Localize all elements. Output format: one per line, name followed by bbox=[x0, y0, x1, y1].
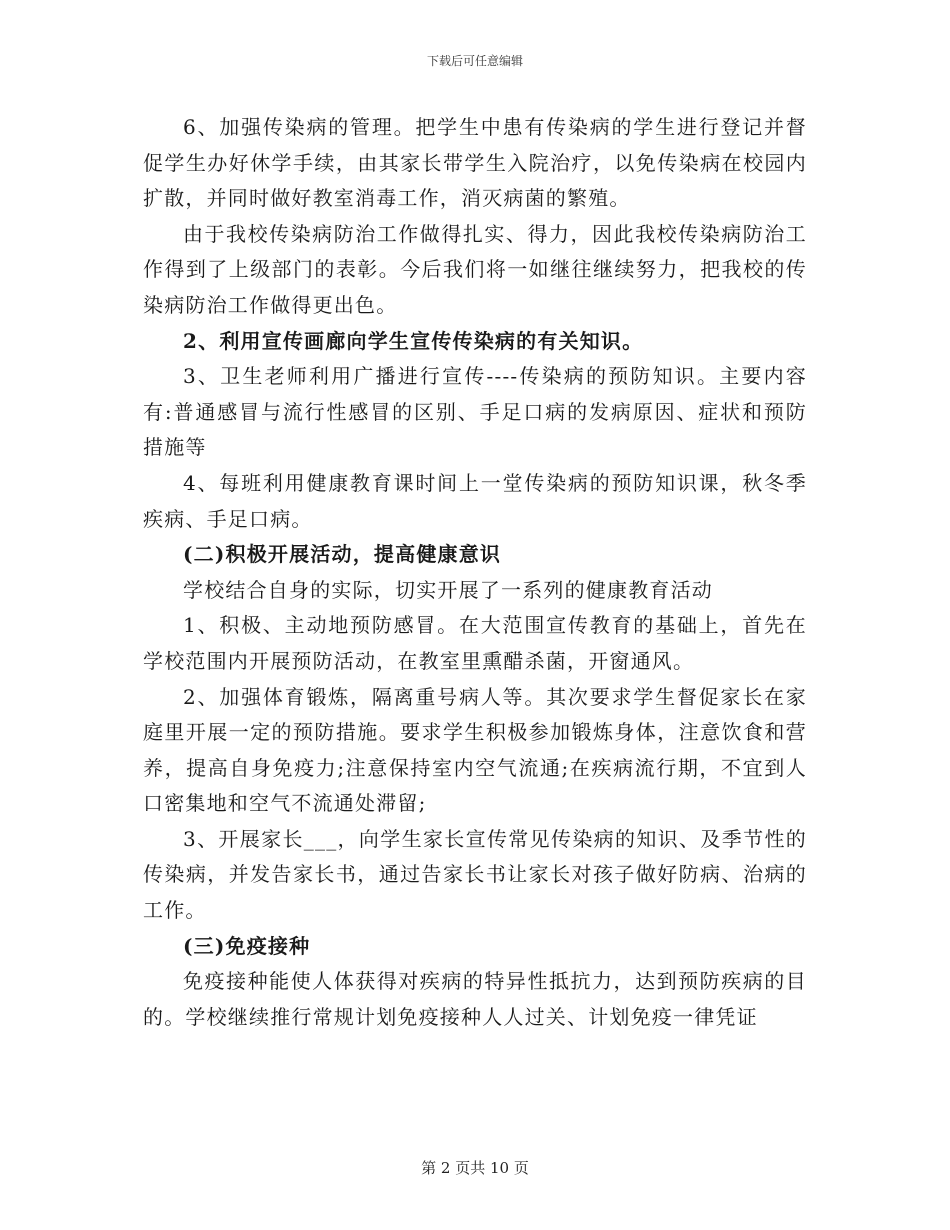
paragraph-broadcast: 3、卫生老师利用广播进行宣传----传染病的预防知识。主要内容有:普通感冒与流行性感冒的区别、手足口病的发病原因、症状和预防措施等 bbox=[143, 364, 807, 460]
paragraph-immunization: 免疫接种能使人体获得对疾病的特异性抵抗力，达到预防疾病的目的。学校继续推行常规计划免疫接种人人过关、计划免疫一律凭证 bbox=[143, 969, 807, 1029]
document-body bbox=[143, 110, 807, 1035]
paragraph-2: 由于我校传染病防治工作做得扎实、得力，因此我校传染病防治工作得到了上级部门的表彰。今后我们将一如继往继续努力，把我校的传染病防治工作做得更出色。 bbox=[143, 221, 807, 317]
paragraph-activities-intro: 学校结合自身的实际，切实开展了一系列的健康教育活动 bbox=[183, 577, 713, 602]
paragraph-exercise: 2、加强体育锻炼，隔离重号病人等。其次要求学生督促家长在家庭里开展一定的预防措施。要求学生积极参加锻炼身体，注意饮食和营养，提高自身免疫力;注意保持室内空气流通;在疾病流行期，不宜到人口密集地和空气不流通处滞留; bbox=[143, 684, 807, 816]
heading-propaganda-gallery: 2、利用宣传画廊向学生宣传传染病的有关知识。 bbox=[183, 328, 644, 353]
paragraph-parents: 3、开展家长___，向学生家长宣传常见传染病的知识、及季节性的传染病，并发告家长书，通过告家长书让家长对孩子做好防病、治病的工作。 bbox=[143, 826, 807, 923]
page-footer: 第 2 页共 10 页 bbox=[421, 1159, 529, 1177]
section-heading-3: (三)免疫接种 bbox=[183, 933, 311, 958]
paragraph-1: 6、加强传染病的管理。把学生中患有传染病的学生进行登记并督促学生办好休学手续，由其家长带学生入院治疗，以免传染病在校园内扩散，并同时做好教室消毒工作，消灭病菌的繁殖。 bbox=[143, 115, 807, 211]
paragraph-health-class: 4、每班利用健康教育课时间上一堂传染病的预防知识课，秋冬季疾病、手足口病。 bbox=[143, 470, 807, 531]
section-heading-2: (二)积极开展活动，提高健康意识 bbox=[183, 542, 502, 567]
paragraph-prevent-cold: 1、积极、主动地预防感冒。在大范围宣传教育的基础上，首先在学校范围内开展预防活动，在教室里熏醋杀菌，开窗通风。 bbox=[143, 613, 807, 673]
page-header: 下载后可任意编辑 bbox=[426, 54, 523, 68]
